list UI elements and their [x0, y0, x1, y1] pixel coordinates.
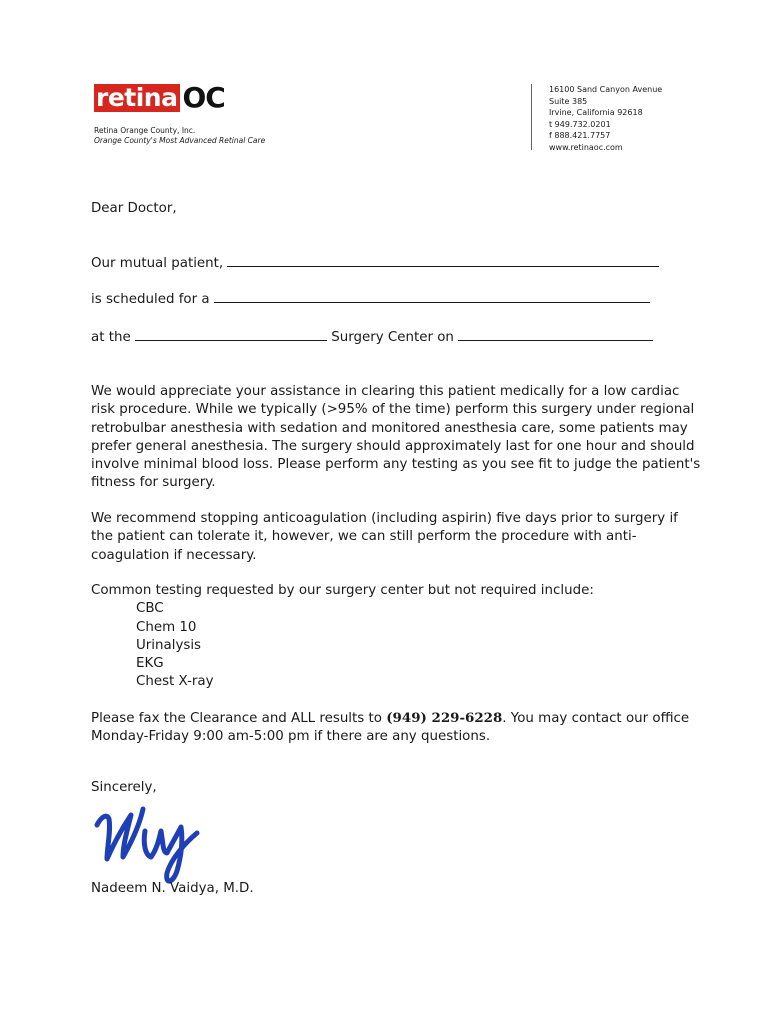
paragraph-line: risk procedure. While we typically (>95% of the time) perform this surgery under regional — [91, 402, 695, 418]
org-tagline: Orange County's Most Advanced Retinal Care — [94, 136, 266, 145]
patient-line — [91, 254, 659, 273]
salutation: Dear Doctor, — [91, 201, 177, 216]
test-item: Chem 10 — [136, 619, 197, 635]
paragraph-line: involve minimal blood loss. Please perform any testing as you see fit to judge the patient's — [91, 457, 701, 473]
address-line: Suite 385 — [549, 96, 588, 106]
closing: Sincerely, — [91, 780, 157, 795]
paragraph-line: the patient can tolerate it, however, we can still perform the procedure with anti- — [91, 529, 637, 545]
procedure-line — [91, 290, 650, 309]
paragraph-line: fitness for surgery. — [91, 475, 216, 491]
test-item: EKG — [136, 656, 164, 672]
at-label: at the — [91, 330, 131, 345]
website-line: www.retinaoc.com — [549, 142, 623, 152]
test-item: Urinalysis — [136, 637, 202, 653]
paragraph-line: We would appreciate your assistance in clearing this patient medically for a low cardiac — [91, 384, 680, 399]
testing-section — [91, 582, 691, 692]
phone-line: t 949.732.0201 — [549, 119, 611, 129]
paragraph-line: We recommend stopping anticoagulation (including aspirin) five days prior to surgery if — [91, 511, 678, 526]
retinaoc-logo — [94, 81, 225, 114]
patient-name-blank — [227, 254, 659, 267]
address-line: Irvine, California 92618 — [549, 108, 643, 118]
fax-number: (949) 229-6228 — [386, 710, 503, 726]
handwritten-signature — [93, 801, 203, 887]
scheduled-label: is scheduled for a — [91, 292, 210, 307]
surgery-center-blank — [135, 328, 327, 341]
test-item: CBC — [136, 601, 164, 617]
logo-oc-text: OC — [182, 81, 225, 114]
location-date-line — [91, 328, 653, 347]
fax-line-text — [91, 709, 691, 728]
paragraph-line: prefer general anesthesia. The surgery should approximately last for one hour and should — [91, 438, 695, 454]
letterhead-divider — [531, 84, 532, 150]
test-item: Chest X-ray — [136, 674, 214, 690]
address-line: 16100 Sand Canyon Avenue — [549, 85, 663, 94]
signer-name: Nadeem N. Vaidya, M.D. — [91, 881, 254, 896]
procedure-blank — [214, 290, 650, 303]
surgery-date-blank — [458, 328, 653, 341]
paragraph-line: coagulation if necessary. — [91, 547, 257, 563]
logo-retina-text: retina — [94, 84, 180, 112]
fax-line: f 888.421.7757 — [549, 131, 611, 141]
surgery-center-label: Surgery Center on — [331, 330, 454, 345]
org-name: Retina Orange County, Inc. — [94, 126, 196, 135]
anticoagulation-paragraph — [91, 510, 691, 565]
fax-suffix: . You may contact our office — [502, 711, 690, 726]
testing-intro: Common testing requested by our surgery center but not required include: — [91, 583, 594, 598]
contact-address-block — [549, 84, 662, 154]
office-hours-line: Monday-Friday 9:00 am-5:00 pm if there are any questions. — [91, 729, 491, 745]
fax-paragraph — [91, 709, 691, 747]
clearance-paragraph — [91, 383, 701, 493]
fax-prefix: Please fax the Clearance and ALL results to — [91, 711, 387, 726]
paragraph-line: retrobulbar anesthesia with sedation and monitored anesthesia care, some patients may — [91, 420, 688, 436]
patient-label: Our mutual patient, — [91, 256, 224, 271]
